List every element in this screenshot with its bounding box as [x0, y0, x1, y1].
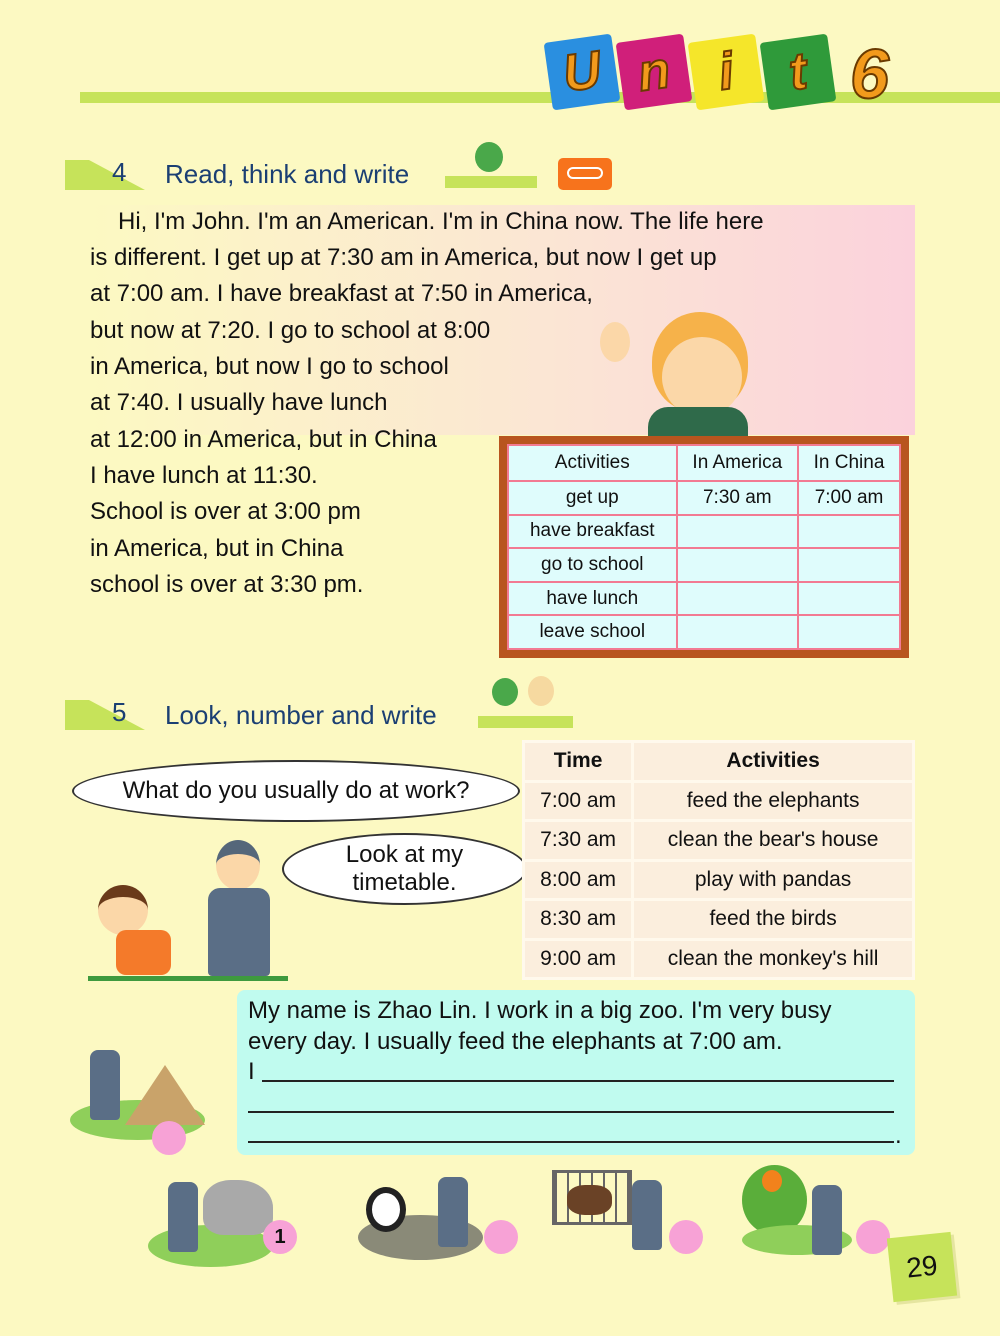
bubble-text: Look at my [345, 841, 464, 868]
number-circle[interactable] [669, 1220, 703, 1254]
table-cell: play with pandas [633, 860, 914, 900]
blank-cell[interactable] [798, 548, 900, 582]
reading-characters-icon [478, 674, 573, 728]
answer-line[interactable] [248, 1141, 894, 1143]
zoo-timetable [522, 740, 915, 980]
table-cell: feed the elephants [633, 781, 914, 821]
panda-picture [358, 1165, 488, 1265]
passage-line: at 7:00 am. I have breakfast at 7:50 in America, [90, 280, 593, 307]
table-cell: go to school [508, 548, 677, 582]
table-cell: 9:00 am [524, 939, 633, 979]
header-cell: Time [524, 742, 633, 782]
section-number: 4 [112, 157, 127, 187]
header-cell: Activities [633, 742, 914, 782]
passage-line: in America, but in China [90, 535, 344, 562]
table-cell: have lunch [508, 582, 677, 616]
header-cell: In America [677, 445, 799, 481]
birds-picture [742, 1160, 857, 1260]
passage-line: but now at 7:20. I go to school at 8:00 [90, 317, 491, 344]
section-marker [65, 160, 145, 190]
section-title: Look, number and write [165, 700, 437, 730]
section-title: Read, think and write [165, 159, 410, 189]
writing-line-start: I [248, 1058, 255, 1085]
passage-line: I have lunch at 11:30. [90, 462, 318, 489]
blank-cell[interactable] [677, 515, 799, 549]
cassette-icon[interactable] [558, 158, 612, 190]
interview-illustration [88, 830, 288, 982]
section-marker [65, 700, 145, 730]
passage-line: at 12:00 in America, but in China [90, 426, 437, 453]
unit-letter: U [544, 34, 621, 111]
reading-character-icon [445, 138, 537, 190]
table-cell: 8:00 am [524, 860, 633, 900]
answer-line[interactable] [262, 1080, 894, 1082]
table-cell: clean the monkey's hill [633, 939, 914, 979]
answer-line[interactable] [248, 1111, 894, 1113]
picture-number: 1 [274, 1225, 286, 1248]
blank-cell[interactable] [677, 548, 799, 582]
table-cell: 7:30 am [677, 481, 799, 515]
blank-cell[interactable] [798, 615, 900, 649]
unit-letter: n [616, 34, 693, 111]
table-cell: 7:30 am [524, 821, 633, 861]
unit-letter: t [760, 34, 837, 111]
unit-letter: i [688, 34, 765, 111]
bubble-text: What do you usually do at work? [122, 777, 470, 804]
table-cell: feed the birds [633, 900, 914, 940]
table-cell: leave school [508, 615, 677, 649]
elephant-picture [148, 1170, 278, 1270]
speech-bubble-answer [282, 833, 527, 905]
writing-line: My name is Zhao Lin. I work in a big zoo. I'm very busy [248, 997, 832, 1024]
table-cell: get up [508, 481, 677, 515]
number-circle[interactable] [484, 1220, 518, 1254]
john-illustration [600, 312, 760, 442]
page-number: 29 [887, 1232, 957, 1302]
end-period: . [895, 1122, 902, 1149]
passage-line: is different. I get up at 7:30 am in America, but now I get up [90, 244, 717, 271]
blank-cell[interactable] [798, 515, 900, 549]
blank-cell[interactable] [677, 582, 799, 616]
activities-table [499, 436, 909, 658]
section-number: 5 [112, 697, 127, 727]
bear-house-picture [552, 1165, 682, 1265]
bubble-text: timetable. [352, 869, 457, 896]
unit-logo [548, 38, 832, 106]
unit-number: 6 [850, 35, 889, 113]
number-circle[interactable] [152, 1121, 186, 1155]
table-cell: 7:00 am [524, 781, 633, 821]
table-cell: have breakfast [508, 515, 677, 549]
speech-bubble-question [72, 760, 520, 822]
blank-cell[interactable] [677, 615, 799, 649]
passage-line: at 7:40. I usually have lunch [90, 389, 388, 416]
table-cell: 8:30 am [524, 900, 633, 940]
number-circle[interactable] [856, 1220, 890, 1254]
monkey-hill-picture [70, 1045, 210, 1145]
passage-line: school is over at 3:30 pm. [90, 571, 364, 598]
passage-line: in America, but now I go to school [90, 353, 449, 380]
passage-line: Hi, I'm John. I'm an American. I'm in China now. The life here [118, 208, 764, 235]
number-circle[interactable] [263, 1220, 297, 1254]
blank-cell[interactable] [798, 582, 900, 616]
header-cell: Activities [508, 445, 677, 481]
table-cell: 7:00 am [798, 481, 900, 515]
table-cell: clean the bear's house [633, 821, 914, 861]
passage-line: School is over at 3:00 pm [90, 498, 361, 525]
writing-line: every day. I usually feed the elephants at 7:00 am. [248, 1028, 783, 1055]
header-cell: In China [798, 445, 900, 481]
